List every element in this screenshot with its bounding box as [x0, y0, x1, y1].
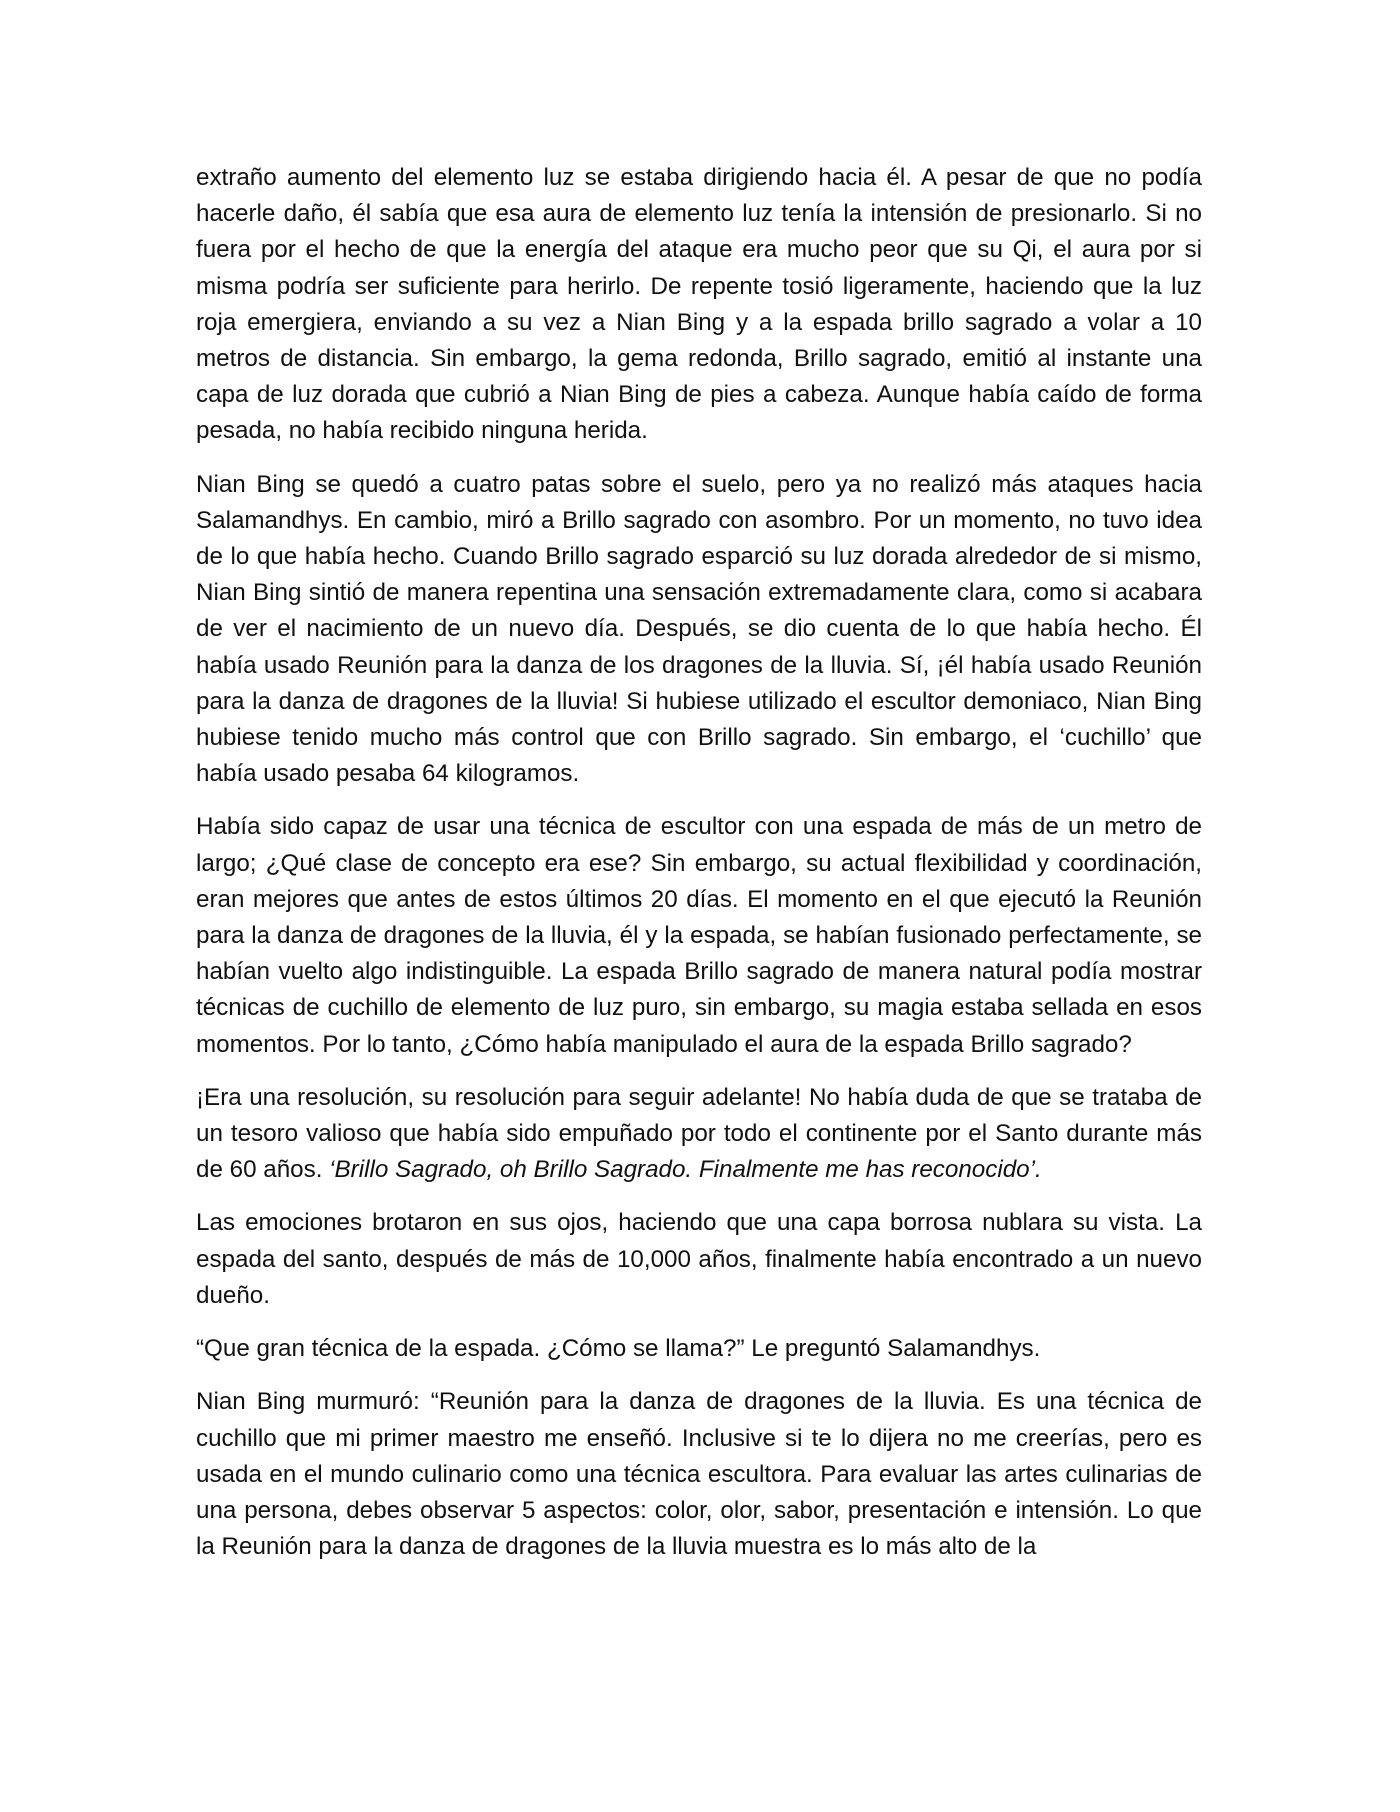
paragraph-4	[196, 1080, 1202, 1189]
body-text	[196, 160, 1202, 1582]
paragraph-2: Nian Bing se quedó a cuatro patas sobre el suelo, pero ya no realizó más ataques hacia Salamandhys. En cambio, miró a Brillo sagrado con asombro. Por un momento, no tuvo idea de lo que había hecho. Cuando Brillo sagrado esparció su luz dorada alrededor de si mismo, Nian Bing sintió de manera repentina una sensación extremadamente clara, como si acabara de ver el nacimiento de un nuevo día. Después, se dio cuenta de lo que había hecho. Él había usado Reunión para la danza de los dragones de la lluvia. Sí, ¡él había usado Reunión para la danza de dragones de la lluvia! Si hubiese utilizado el escultor demoniaco, Nian Bing hubiese tenido mucho más control que con Brillo sagrado. Sin embargo, el ‘cuchillo’ que había usado pesaba 64 kilogramos.	[196, 470, 1202, 788]
paragraph-5: Las emociones brotaron en sus ojos, haciendo que una capa borrosa nublara su vista. La espada del santo, después de más de 10,000 años, finalmente había encontrado a un nuevo dueño.	[196, 1209, 1202, 1309]
paragraph-4-italic-quote: ‘Brillo Sagrado, oh Brillo Sagrado. Finalmente me has reconocido’.	[329, 1156, 1042, 1184]
paragraph-1: extraño aumento del elemento luz se estaba dirigiendo hacia él. A pesar de que no podía hacerle daño, él sabía que esa aura de elemento luz tenía la intensión de presionarlo. Si no fuera por el hecho de que la energía del ataque era mucho peor que su Qi, el aura por si misma podría ser suficiente para herirlo. De repente tosió ligeramente, haciendo que la luz roja emergiera, enviando a su vez a Nian Bing y a la espada brillo sagrado a volar a 10 metros de distancia. Sin embargo, la gema redonda, Brillo sagrado, emitió al instante una capa de luz dorada que cubrió a Nian Bing de pies a cabeza. Aunque había caído de forma pesada, no había recibido ninguna herida.	[196, 164, 1202, 445]
paragraph-4-text: ¡Era una resolución, su resolución para seguir adelante! No había duda de que se trataba de un tesoro valioso que había sido empuñado por todo el continente por el Santo durante más de 60 años.	[196, 1083, 1202, 1184]
paragraph-6: “Que gran técnica de la espada. ¿Cómo se llama?” Le preguntó Salamandhys.	[196, 1335, 1041, 1363]
paragraph-3: Había sido capaz de usar una técnica de escultor con una espada de más de un metro de largo; ¿Qué clase de concepto era ese? Sin embargo, su actual flexibilidad y coordinación, eran mejores que antes de estos últimos 20 días. El momento en el que ejecutó la Reunión para la danza de dragones de la lluvia, él y la espada, se habían fusionado perfectamente, se habían vuelto algo indistinguible. La espada Brillo sagrado de manera natural podía mostrar técnicas de cuchillo de elemento de luz puro, sin embargo, su magia estaba sellada en esos momentos. Por lo tanto, ¿Cómo había manipulado el aura de la espada Brillo sagrado?	[196, 813, 1202, 1058]
paragraph-7: Nian Bing murmuró: “Reunión para la danza de dragones de la lluvia. Es una técnica de cuchillo que mi primer maestro me enseñó. Inclusive si te lo dijera no me creerías, pero es usada en el mundo culinario como una técnica escultora. Para evaluar las artes culinarias de una persona, debes observar 5 aspectos: color, olor, sabor, presentación e intensión. Lo que la Reunión para la danza de dragones de la lluvia muestra es lo más alto de la	[196, 1388, 1202, 1561]
